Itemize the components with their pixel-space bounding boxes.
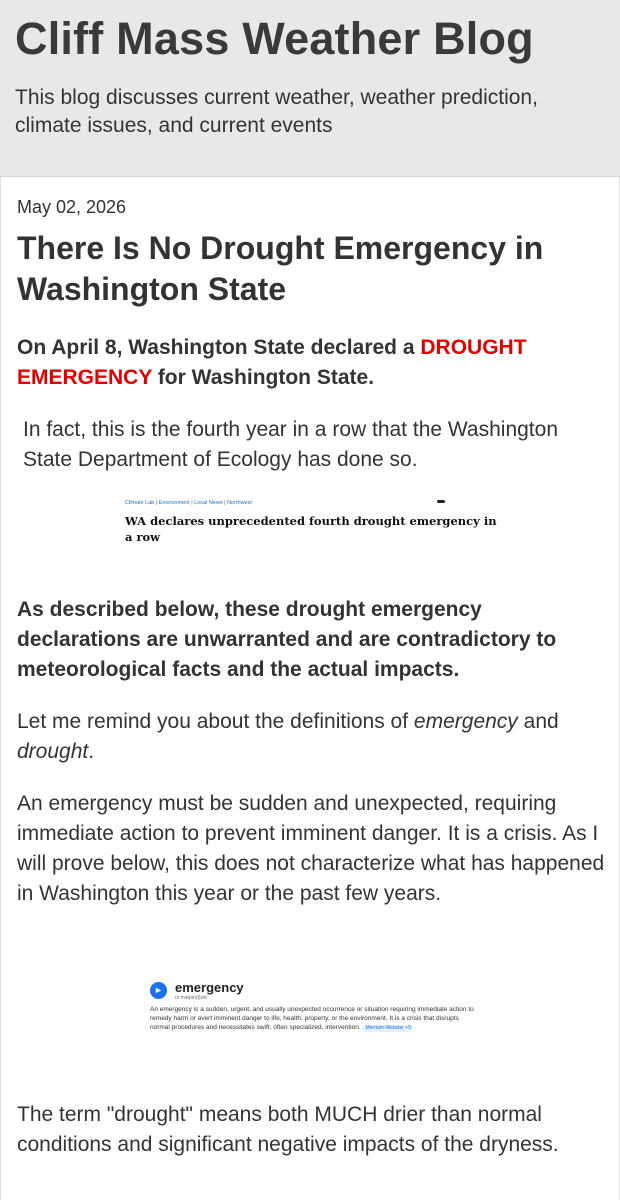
drought-emergency-highlight: DROUGHT EMERGENCY [17,336,527,389]
definition-text: An emergency is a sudden, urgent, and usually unexpected occurrence or situation requiring immediate action to remedy harm or avert imminent danger to life, health, property, or the environment. It is a crisis that disrupts normal procedures and necessitates swift, often specialized, intervention. [150,1006,474,1031]
blog-header [0,0,620,177]
post-title[interactable]: There Is No Drought Emergency in Washington State [17,230,544,307]
thesis-paragraph: As described below, these drought emergency declarations are unwarranted and are contradictory to meteorological facts and the actual impacts. [17,598,557,681]
fourth-year-paragraph: In fact, this is the fourth year in a row that the Washington State Department of Ecology has done so. [23,418,558,471]
post-lead-paragraph [17,333,609,393]
dictionary-pronunciation: /ə mərjən(t)sē/ [175,995,208,1001]
news-headline: WA declares unprecedented fourth drought emergency in a row [125,514,497,544]
definitions-paragraph [17,707,609,767]
dictionary-definition-image [146,977,481,1059]
def-text-b: and [517,710,559,733]
dictionary-definition [150,1005,480,1032]
source-chip: Merriam-Webster +5 [362,1025,414,1032]
post-container [0,177,620,1200]
def-text-a: Let me remind you about the definitions of [17,710,414,733]
blog-title[interactable]: Cliff Mass Weather Blog [15,13,534,64]
news-logo-mark [437,500,445,503]
emergency-term: emergency [413,710,518,733]
news-headline-image [119,496,505,551]
post-date: May 02, 2026 [17,197,127,217]
lead-text-a: On April 8, Washington State declared a [17,336,421,359]
drought-term: drought [17,740,89,763]
blog-description: This blog discusses current weather, weather prediction, climate issues, and current events [15,86,538,137]
lead-text-b: for Washington State. [151,366,375,389]
emergency-paragraph: An emergency must be sudden and unexpected, requiring immediate action to prevent imminent danger. It is a crisis. As I will prove below, this does not characterize what has happened in Washington this year or the past few years. [17,792,605,905]
news-kicker: Climate Lab | Environment | Local News | Northwest [125,500,252,506]
dictionary-word: emergency [175,980,244,995]
def-text-c: . [88,740,95,763]
drought-paragraph: The term "drought" means both MUCH drier than normal conditions and significant negative impacts of the dryness. [17,1103,559,1156]
speaker-icon: ► [150,982,167,999]
